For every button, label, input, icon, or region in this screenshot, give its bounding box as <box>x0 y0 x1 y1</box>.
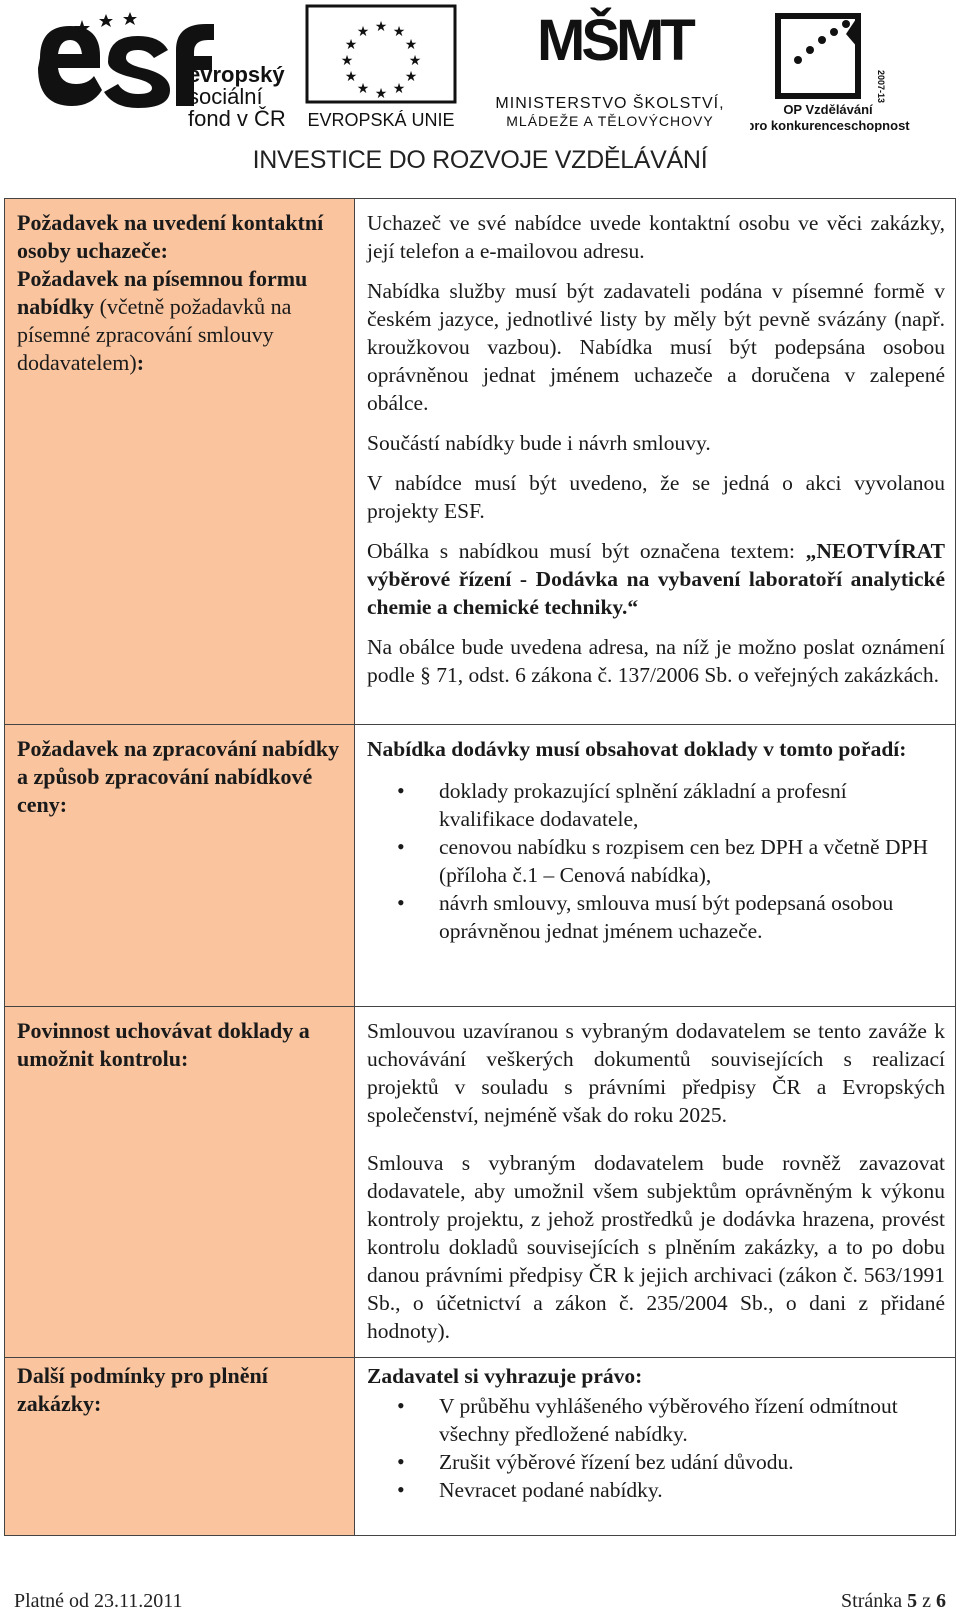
esf-logo <box>10 6 290 131</box>
op-vk-logo <box>750 4 935 132</box>
row-label-cell <box>5 725 355 1007</box>
svg-text:★: ★ <box>356 81 370 97</box>
page-number: Stránka 5 z 6 <box>841 1590 946 1612</box>
svg-text:pro konkurenceschopnost: pro konkurenceschopnost <box>750 118 910 132</box>
label-other-conditions: Další podmínky pro plnění zakázky: <box>17 1363 268 1416</box>
table-row <box>5 199 956 725</box>
svg-text:★: ★ <box>344 69 358 85</box>
msmt-logo <box>475 4 745 129</box>
envelope-marking-paragraph: Obálka s nabídkou musí být označena textem: „NEOTVÍRAT výběrové řízení - Dodávka na vybavení laboratoří analytické chemie a chemické techniky.“ <box>367 539 945 619</box>
label-offer-processing: Požadavek na zpracování nabídky a způsob zpracování nabídkové ceny: <box>17 736 340 817</box>
svg-text:★: ★ <box>340 53 354 69</box>
reserved-rights-list <box>367 1392 945 1504</box>
paragraph: Součástí nabídky bude i návrh smlouvy. <box>367 431 711 455</box>
header-logos <box>0 0 960 150</box>
table-row <box>5 725 956 1007</box>
valid-from-text: Platné od 23.11.2011 <box>14 1590 183 1612</box>
svg-text:★: ★ <box>356 24 370 40</box>
header-banner: INVESTICE DO ROZVOJE VZDĚLÁVÁNÍ <box>252 146 708 174</box>
list-item: • cenovou nabídku s rozpisem cen bez DPH a včetně DPH (příloha č.1 – Cenová nabídka), <box>367 833 945 889</box>
svg-text:★: ★ <box>392 24 406 40</box>
svg-text:MŠMT: MŠMT <box>537 8 692 73</box>
svg-text:EVROPSKÁ UNIE: EVROPSKÁ UNIE <box>307 110 455 129</box>
svg-text:2007-13: 2007-13 <box>876 70 886 104</box>
svg-text:★: ★ <box>374 19 388 35</box>
label-keep-documents: Povinnost uchovávat doklady a umožnit kontrolu: <box>17 1018 310 1071</box>
paragraph: Smlouvou uzavíranou s vybraným dodavatelem se tento zaváže k uchovávání veškerých dokumentů souvisejících s realizací projektů v souladu s právními předpisy ČR a Evropských společenství, nejméně však do roku 2025. <box>367 1019 945 1127</box>
offer-documents-list <box>367 777 945 945</box>
svg-text:MINISTERSTVO ŠKOLSTVÍ,: MINISTERSTVO ŠKOLSTVÍ, <box>495 95 725 112</box>
table-row <box>5 1358 956 1536</box>
row-content-cell <box>355 1358 956 1536</box>
paragraph: Smlouva s vybraným dodavatelem bude rovněž zavazovat dodavatele, aby umožnil všem subjektům oprávněným k výkonu kontroly projektu, z jehož prostředků je dodávka hrazena, provést kontrolu dokladů souvisejících s plněním zakázky, a to po dobu danou právními předpisy ČR k jejich archivaci (zákon č. 563/1991 Sb., o účetnictví a zákon č. 235/2004 Sb., o dani z přidané hodnoty). <box>367 1151 945 1343</box>
eu-flag-logo <box>305 4 465 129</box>
svg-text:★: ★ <box>392 81 406 97</box>
table-row <box>5 1007 956 1358</box>
row-content-cell <box>355 1007 956 1358</box>
paragraph: Nabídka služby musí být zadavateli podána v písemné formě v českém jazyce, jednotlivé listy by měly být pevně svázány (např. kroužkovou vazbou). Nabídka musí být podepsána osobou oprávněnou jednat jménem uchazeče a doručena v zalepené obálce. <box>367 279 945 415</box>
svg-text:fond v ČR: fond v ČR <box>188 106 286 131</box>
list-item: • návrh smlouvy, smlouva musí být podepsaná osobou oprávněnou jednat jménem uchazeče. <box>367 889 945 945</box>
conditions-table <box>4 198 956 1536</box>
paragraph: V nabídce musí být uvedeno, že se jedná o akci vyvolanou projekty ESF. <box>367 471 945 523</box>
row-content-cell <box>355 199 956 725</box>
label-contact-person: Požadavek na uvedení kontaktní osoby uchazeče: <box>17 210 324 263</box>
svg-text:MLÁDEŽE A TĚLOVÝCHOVY: MLÁDEŽE A TĚLOVÝCHOVY <box>506 113 714 129</box>
svg-text:★: ★ <box>404 69 418 85</box>
reserved-rights-heading: Zadavatel si vyhrazuje právo: <box>367 1364 643 1388</box>
offer-contents-heading: Nabídka dodávky musí obsahovat doklady v tomto pořadí: <box>367 737 907 761</box>
list-item: • doklady prokazující splnění základní a profesní kvalifikace dodavatele, <box>367 777 945 833</box>
svg-text:★: ★ <box>408 53 422 69</box>
row-content-cell <box>355 725 956 1007</box>
paragraph: Uchazeč ve své nabídce uvede kontaktní osobu ve věci zakázky, její telefon a e-mailovou adresu. <box>367 211 945 263</box>
svg-text:evropský: evropský <box>188 62 285 87</box>
svg-text:sociální: sociální <box>188 84 263 109</box>
svg-text:★: ★ <box>344 37 358 53</box>
svg-text:★: ★ <box>404 37 418 53</box>
label-written-form: Požadavek na písemnou formu nabídky (včetně požadavků na písemné zpracování smlouvy dodavatelem): <box>17 266 308 375</box>
list-item: • V průběhu vyhlášeného výběrového řízení odmítnout všechny předložené nabídky. <box>367 1392 945 1448</box>
row-label-cell <box>5 199 355 725</box>
paragraph: Na obálce bude uvedena adresa, na níž je možno poslat oznámení podle § 71, odst. 6 zákona č. 137/2006 Sb. o veřejných zakázkách. <box>367 635 945 687</box>
svg-text:★: ★ <box>374 86 388 102</box>
list-item: • Zrušit výběrové řízení bez udání důvodu. <box>367 1448 945 1476</box>
row-label-cell <box>5 1358 355 1536</box>
row-label-cell <box>5 1007 355 1358</box>
svg-text:OP Vzdělávání: OP Vzdělávání <box>783 102 873 117</box>
list-item: • Nevracet podané nabídky. <box>367 1476 945 1504</box>
